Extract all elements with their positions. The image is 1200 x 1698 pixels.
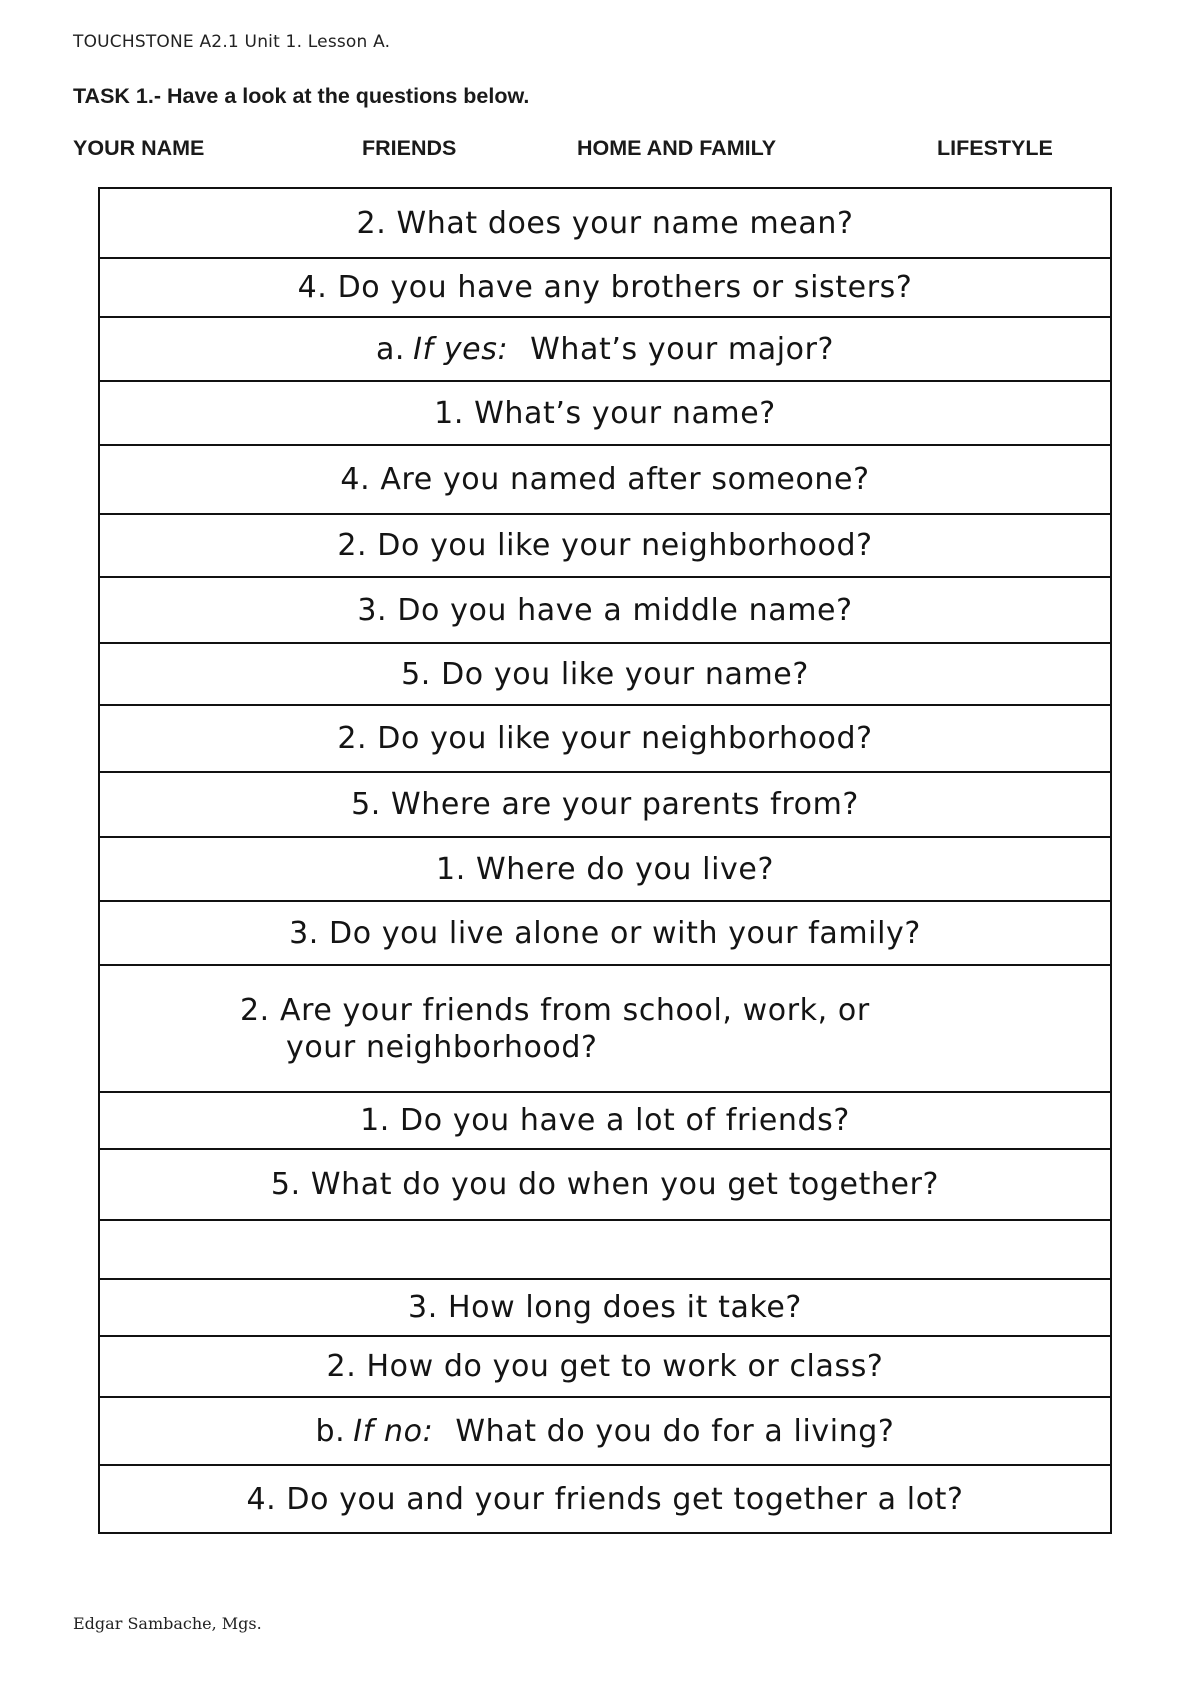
question-row: 1. Do you have a lot of friends?	[100, 1093, 1110, 1150]
category-lifestyle: LIFESTYLE	[937, 136, 1053, 160]
question-text: What do you do for a living?	[455, 1413, 895, 1449]
question-row: 2. How do you get to work or class?	[100, 1337, 1110, 1398]
question-prefix: b.	[315, 1413, 346, 1449]
document-header: TOUCHSTONE A2.1 Unit 1. Lesson A.	[73, 32, 391, 52]
question-row: 3. Do you live alone or with your family?	[100, 902, 1110, 966]
question-row: 4. Do you and your friends get together a lot?	[246, 1481, 964, 1517]
question-text-line-2: your neighborhood?	[286, 1029, 598, 1065]
question-row-empty	[100, 1221, 1110, 1280]
question-row: 2. What does your name mean?	[100, 189, 1110, 259]
question-row: 5. Do you like your name?	[100, 644, 1110, 706]
question-row: 3. How long does it take?	[100, 1280, 1110, 1337]
task-title: TASK 1.- Have a look at the questions below.	[73, 84, 530, 108]
question-row	[100, 966, 1110, 1093]
question-prefix: a.	[375, 331, 406, 367]
question-row: 2. Do you like your neighborhood?	[100, 515, 1110, 578]
question-row: 1. What’s your name?	[100, 382, 1110, 446]
question-row: 2. Do you like your neighborhood?	[100, 706, 1110, 773]
question-condition: If yes:	[413, 331, 509, 367]
question-row	[100, 318, 1110, 382]
category-your-name: YOUR NAME	[73, 136, 205, 160]
question-row: 3. Do you have a middle name?	[100, 578, 1110, 644]
question-row: 1. Where do you live?	[100, 838, 1110, 902]
category-home-and-family: HOME AND FAMILY	[577, 136, 777, 160]
question-row: 5. What do you do when you get together?	[100, 1150, 1110, 1221]
question-condition: If no:	[353, 1413, 434, 1449]
question-row: 5. Where are your parents from?	[100, 773, 1110, 838]
question-text-line-1: 2. Are your friends from school, work, or	[240, 992, 870, 1028]
author-footer: Edgar Sambache, Mgs.	[73, 1614, 262, 1633]
question-row: 4. Are you named after someone?	[100, 446, 1110, 515]
question-table	[98, 187, 1112, 1534]
category-friends: FRIENDS	[362, 136, 457, 160]
question-row	[100, 1398, 1110, 1466]
question-row: 4. Do you have any brothers or sisters?	[100, 259, 1110, 318]
question-text: What’s your major?	[530, 331, 835, 367]
